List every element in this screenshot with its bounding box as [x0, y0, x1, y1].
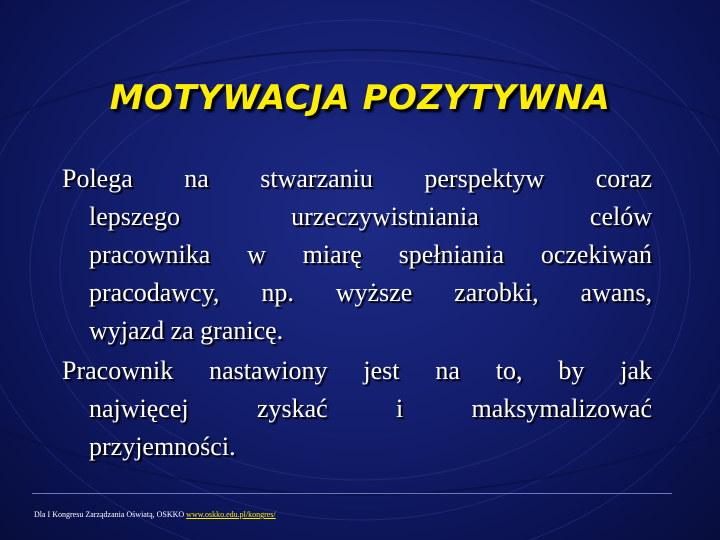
footer-text: Dla I Kongresu Zarządzania Oświatą, OSKKO: [34, 510, 185, 519]
slide-title: MOTYWACJA POZYTYWNA: [109, 78, 611, 118]
footer-divider: [32, 493, 672, 494]
paragraph-2: [62, 352, 652, 466]
paragraph-1-line: Polega na stwarzaniu perspektyw coraz: [62, 164, 652, 193]
paragraph-1: [62, 160, 652, 350]
paragraph-1-line: lepszego urzeczywistniania celów: [89, 202, 652, 231]
paragraph-1-line: wyjazd za granicę.: [89, 316, 284, 345]
footer-link[interactable]: www.oskko.edu.pl/kongres/: [186, 510, 276, 519]
footer: [34, 510, 276, 519]
paragraph-2-line: Pracownik nastawiony jest na to, by jak: [62, 356, 652, 385]
paragraph-1-line: pracodawcy, np. wyższe zarobki, awans,: [89, 278, 652, 307]
paragraph-1-line: pracownika w miarę spełniania oczekiwań: [89, 240, 652, 269]
paragraph-2-line: przyjemności.: [89, 432, 236, 461]
paragraph-2-line: najwięcej zyskać i maksymalizować: [89, 394, 652, 423]
